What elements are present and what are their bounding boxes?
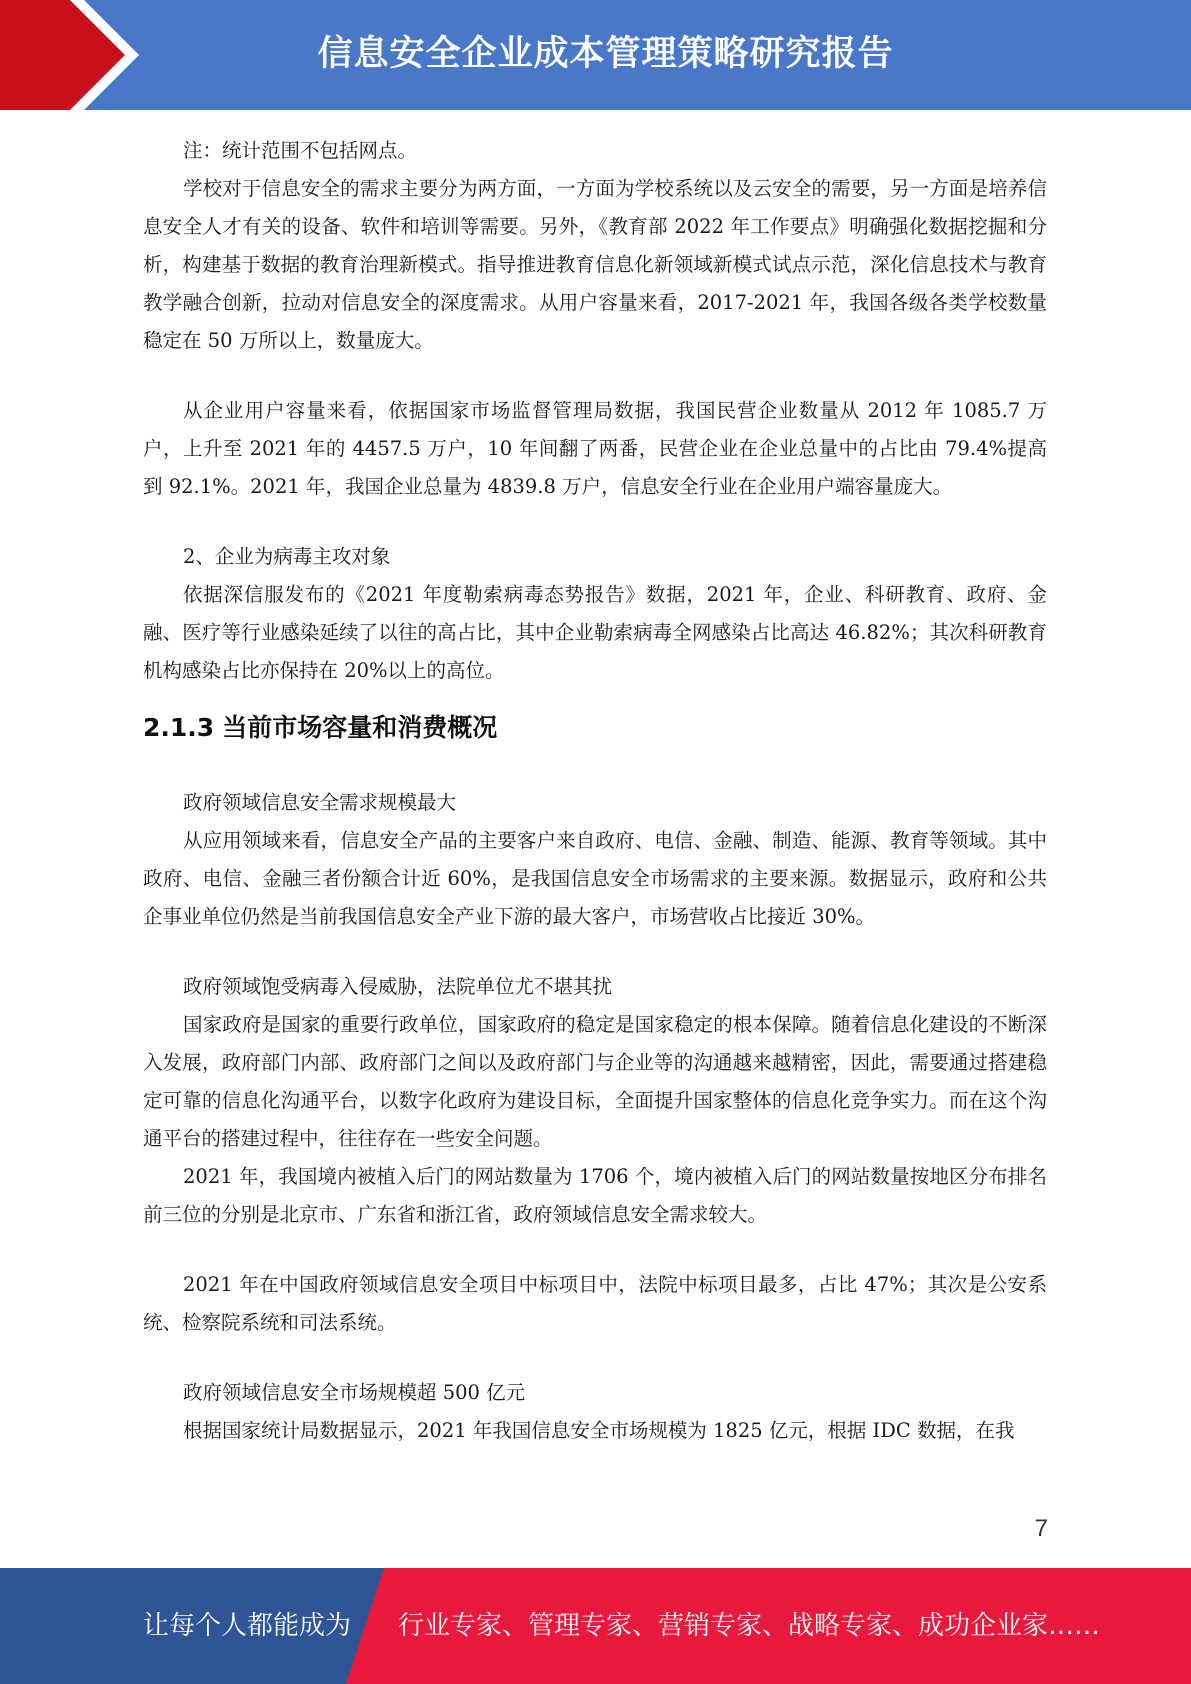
page-header [0, 0, 1191, 110]
note-paragraph: 注：统计范围不包括网点。 [183, 139, 418, 162]
section-title: 当前市场容量和消费概况 [222, 713, 498, 742]
report-title: 信息安全企业成本管理策略研究报告 [317, 34, 894, 74]
subheading-paragraph: 政府领域信息安全需求规模最大 [183, 791, 457, 814]
body-paragraph: 从应用领域来看，信息安全产品的主要客户来自政府、电信、金融、制造、能源、教育等领域。其中政府、电信、金融三者份额合计近 60%，是我国信息安全市场需求的主要来源。数据显示，政府和公共企事业单位仍然是当前我国信息安全产业下游的最大客户，市场营收占比接近 30%。 [143, 829, 1047, 928]
footer-slogan-left: 让每个人都能成为 [143, 1611, 352, 1641]
body-paragraph: 依据深信服发布的《2021 年度勒索病毒态势报告》数据，2021 年，企业、科研教育、政府、金融、医疗等行业感染延续了以往的高占比，其中企业勒索病毒全网感染占比高达 46.82%；其次科研教育机构感染占比亦保持在 20%以上的高位。 [143, 583, 1047, 682]
body-paragraph: 国家政府是国家的重要行政单位，国家政府的稳定是国家稳定的根本保障。随着信息化建设的不断深入发展，政府部门内部、政府部门之间以及政府部门与企业等的沟通越来越精密，因此，需要通过搭建稳定可靠的信息化沟通平台，以数字化政府为建设目标，全面提升国家整体的信息化竞争实力。而在这个沟通平台的搭建过程中，往往存在一些安全问题。 [143, 1013, 1047, 1150]
body-paragraph: 根据国家统计局数据显示，2021 年我国信息安全市场规模为 1825 亿元，根据 IDC 数据，在我 [183, 1419, 1015, 1442]
page-footer [0, 1568, 1191, 1684]
page-number: 7 [1034, 1515, 1048, 1542]
subheading-paragraph: 政府领域饱受病毒入侵威胁，法院单位尤不堪其扰 [183, 975, 613, 998]
subheading-paragraph: 2、企业为病毒主攻对象 [183, 545, 391, 568]
subheading-paragraph: 政府领域信息安全市场规模超 500 亿元 [183, 1381, 526, 1404]
page-content [143, 132, 1047, 1450]
section-heading [143, 690, 1047, 748]
section-number: 2.1.3 [143, 713, 215, 742]
body-paragraph: 学校对于信息安全的需求主要分为两方面，一方面为学校系统以及云安全的需要，另一方面是培养信息安全人才有关的设备、软件和培训等需要。另外，《教育部 2022 年工作要点》明确强化数据挖掘和分析，构建基于数据的教育治理新模式。指导推进教育信息化新领域新模式试点示范，深化信息技术与教育教学融合创新，拉动对信息安全的深度需求。从用户容量来看，2017-2021 年，我国各级各类学校数量稳定在 50 万所以上，数量庞大。 [143, 177, 1047, 352]
body-paragraph: 从企业用户容量来看，依据国家市场监督管理局数据，我国民营企业数量从 2012 年 1085.7 万户，上升至 2021 年的 4457.5 万户，10 年间翻了两番，民营企业在企业总量中的占比由 79.4%提高到 92.1%。2021 年，我国企业总量为 4839.8 万户，信息安全行业在企业用户端容量庞大。 [143, 399, 1047, 498]
body-paragraph: 2021 年在中国政府领域信息安全项目中标项目中，法院中标项目最多，占比 47%；其次是公安系统、检察院系统和司法系统。 [143, 1273, 1047, 1334]
body-paragraph: 2021 年，我国境内被植入后门的网站数量为 1706 个，境内被植入后门的网站数量按地区分布排名前三位的分别是北京市、广东省和浙江省，政府领域信息安全需求较大。 [143, 1165, 1047, 1226]
footer-slogan-right: 行业专家、管理专家、营销专家、战略专家、成功企业家…… [398, 1611, 1101, 1641]
